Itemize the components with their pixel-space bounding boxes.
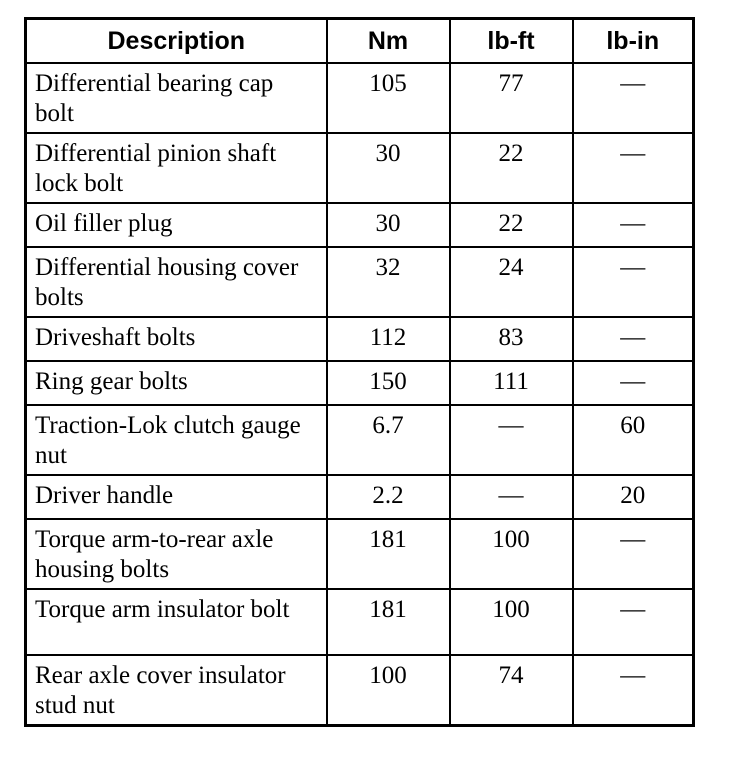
cell-lb-in: 20 (573, 475, 694, 519)
header-description: Description (26, 19, 327, 64)
cell-lb-in: — (573, 361, 694, 405)
cell-lb-ft: 83 (450, 317, 573, 361)
cell-description: Differential housing cover bolts (26, 247, 327, 317)
cell-description: Driver handle (26, 475, 327, 519)
table-row (26, 63, 694, 133)
cell-lb-in: — (573, 203, 694, 247)
table-row (26, 405, 694, 475)
cell-description: Traction-Lok clutch gauge nut (26, 405, 327, 475)
cell-lb-ft: 100 (450, 589, 573, 655)
cell-nm: 181 (327, 519, 450, 589)
cell-description: Ring gear bolts (26, 361, 327, 405)
cell-nm: 2.2 (327, 475, 450, 519)
cell-lb-in: — (573, 519, 694, 589)
table-header-row (26, 19, 694, 64)
table-row (26, 317, 694, 361)
header-lb-ft: lb-ft (450, 19, 573, 64)
torque-spec-table (24, 17, 695, 727)
cell-lb-ft: — (450, 475, 573, 519)
cell-description: Rear axle cover insulator stud nut (26, 655, 327, 726)
table-row (26, 589, 694, 655)
cell-description: Torque arm-to-rear axle housing bolts (26, 519, 327, 589)
cell-nm: 30 (327, 133, 450, 203)
cell-nm: 30 (327, 203, 450, 247)
table-row (26, 361, 694, 405)
cell-lb-in: 60 (573, 405, 694, 475)
cell-lb-in: — (573, 247, 694, 317)
cell-nm: 150 (327, 361, 450, 405)
cell-description: Torque arm insulator bolt (26, 589, 327, 655)
cell-lb-in: — (573, 655, 694, 726)
cell-nm: 105 (327, 63, 450, 133)
table-row (26, 475, 694, 519)
cell-nm: 32 (327, 247, 450, 317)
cell-description: Driveshaft bolts (26, 317, 327, 361)
header-nm: Nm (327, 19, 450, 64)
cell-lb-ft: 77 (450, 63, 573, 133)
cell-description: Oil filler plug (26, 203, 327, 247)
cell-nm: 112 (327, 317, 450, 361)
table-row (26, 133, 694, 203)
cell-lb-ft: 74 (450, 655, 573, 726)
cell-lb-ft: 100 (450, 519, 573, 589)
cell-lb-ft: 24 (450, 247, 573, 317)
cell-lb-in: — (573, 317, 694, 361)
cell-lb-ft: 22 (450, 133, 573, 203)
cell-lb-in: — (573, 133, 694, 203)
cell-nm: 181 (327, 589, 450, 655)
cell-lb-in: — (573, 589, 694, 655)
cell-lb-ft: 22 (450, 203, 573, 247)
cell-lb-ft: — (450, 405, 573, 475)
table-row (26, 519, 694, 589)
table-row (26, 247, 694, 317)
cell-lb-ft: 111 (450, 361, 573, 405)
cell-lb-in: — (573, 63, 694, 133)
cell-description: Differential pinion shaft lock bolt (26, 133, 327, 203)
cell-nm: 6.7 (327, 405, 450, 475)
cell-description: Differential bearing cap bolt (26, 63, 327, 133)
header-lb-in: lb-in (573, 19, 694, 64)
table-row (26, 203, 694, 247)
table-row (26, 655, 694, 726)
cell-nm: 100 (327, 655, 450, 726)
